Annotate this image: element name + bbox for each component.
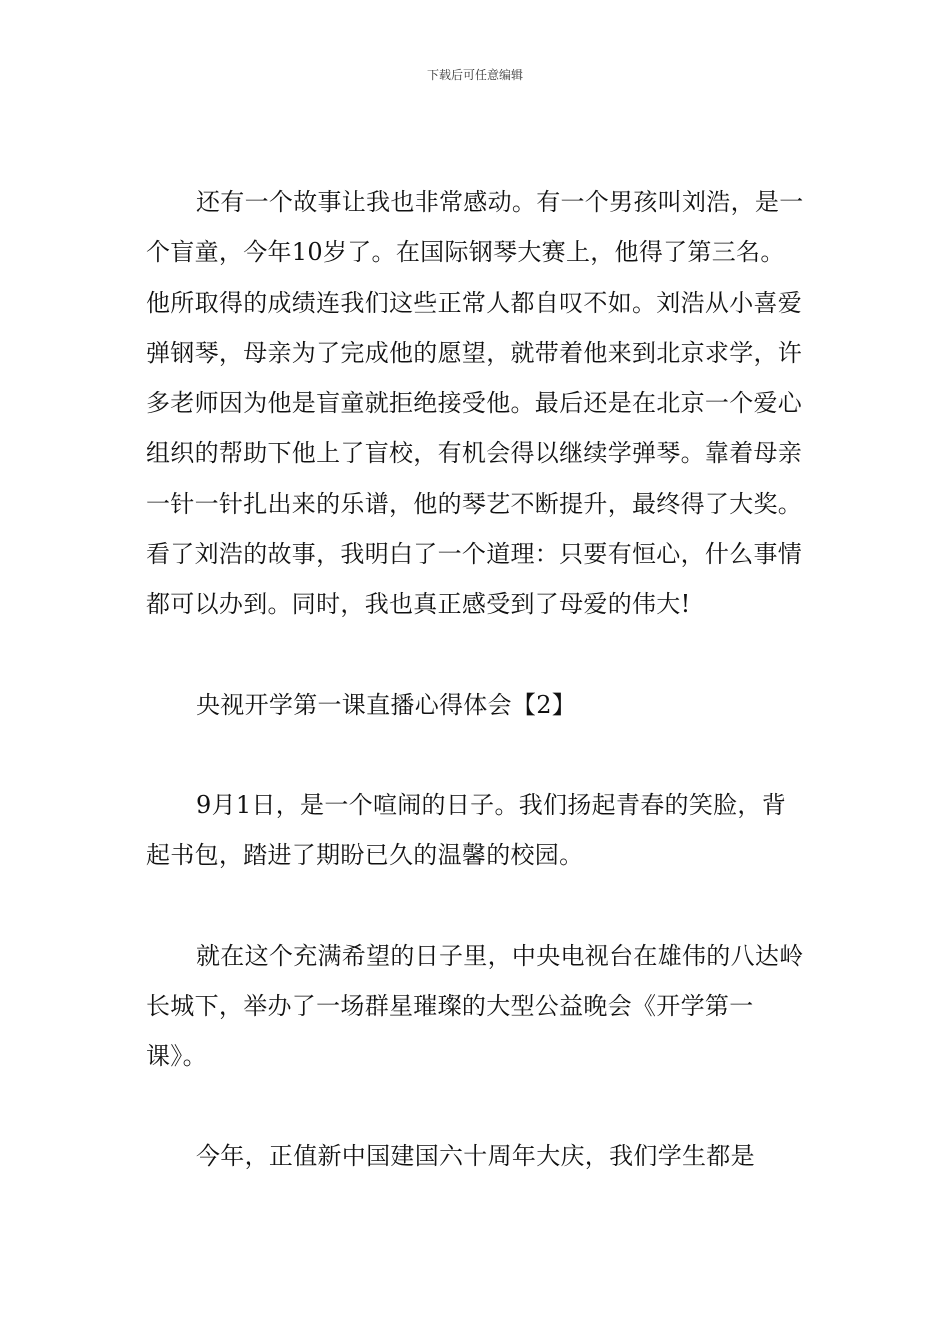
document-body	[146, 177, 806, 1182]
paragraph-spacer	[146, 1081, 806, 1131]
paragraph-liu-hao-story: 还有一个故事让我也非常感动。有一个男孩叫刘浩，是一个盲童，今年10岁了。在国际钢琴大赛上，他得了第三名。他所取得的成绩连我们这些正常人都自叹不如。刘浩从小喜爱弹钢琴，母亲为了完成他的愿望，就带着他来到北京求学，许多老师因为他是盲童就拒绝接受他。最后还是在北京一个爱心组织的帮助下他上了盲校，有机会得以继续学弹琴。靠着母亲一针一针扎出来的乐谱，他的琴艺不断提升，最终得了大奖。看了刘浩的故事，我明白了一个道理：只要有恒心，什么事情都可以办到。同时，我也真正感受到了母爱的伟大!	[146, 188, 804, 619]
paragraph-first-day: 9月1日，是一个喧闹的日子。我们扬起青春的笑脸，背起书包，踏进了期盼已久的温馨的校园。	[146, 790, 787, 870]
paragraph-spacer	[146, 881, 806, 931]
paragraph-spacer	[146, 730, 806, 780]
paragraph-anniversary: 今年，正值新中国建国六十周年大庆，我们学生都是	[196, 1142, 755, 1171]
page-header-note: 下载后可任意编辑	[426, 68, 523, 82]
section-heading: 央视开学第一课直播心得体会【2】	[196, 690, 577, 719]
paragraph-spacer	[146, 630, 806, 680]
paragraph-cctv-program: 就在这个充满希望的日子里，中央电视台在雄伟的八达岭长城下，举办了一场群星璀璨的大型公益晚会《开学第一课》。	[146, 941, 804, 1071]
